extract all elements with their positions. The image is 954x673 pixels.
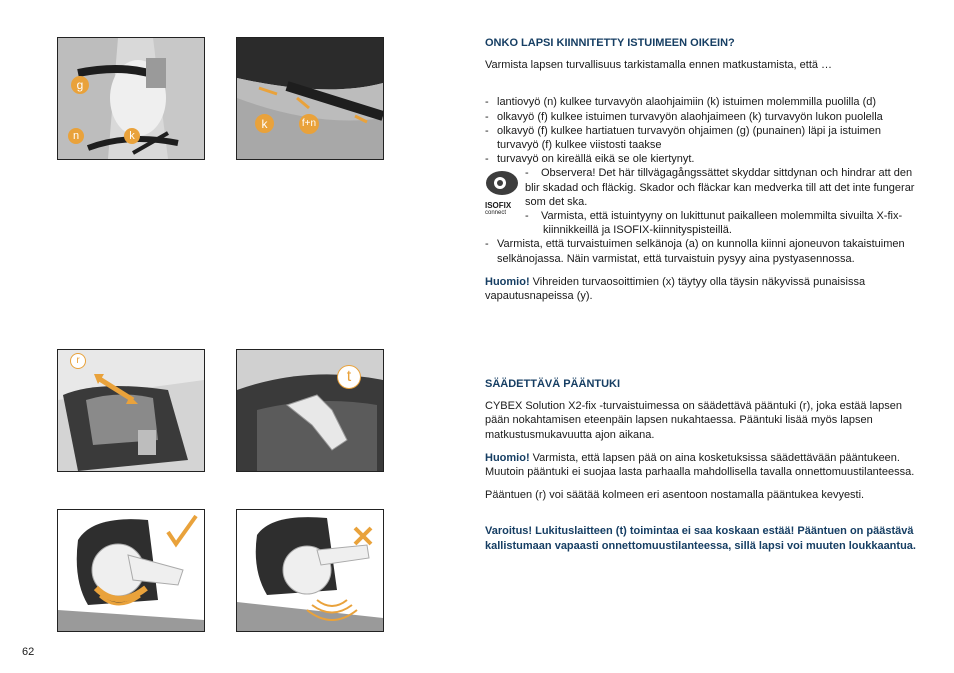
label-k: k — [255, 114, 274, 133]
list-item: - Varmista, että turvaistuimen selkänoja (a) on kunnolla kiinni ajoneuvon takaistuimen selkänojassa. Näin varmistat, että turvaistuin pysyy aina pystyasennossa. — [485, 238, 905, 265]
heading-belt-check: ONKO LAPSI KIINNITETTY ISTUIMEEN OIKEIN? — [485, 37, 735, 49]
section-belt-check — [485, 36, 920, 303]
isofix-icon — [485, 169, 519, 197]
bullet-list — [485, 95, 920, 166]
illustration — [237, 38, 383, 159]
note-label: Huomio! — [485, 451, 530, 464]
figure-belt-routing-side — [236, 37, 384, 160]
illustration — [58, 510, 204, 631]
warning: Varoitus! Lukituslaitteen (t) toimintaa ei saa koskaan estää! Pääntuen on päästävä kallistumaan vapaasti onnettomuustilanteessa, sillä lapsi voi muuten loukkaantua. — [485, 525, 916, 553]
paragraph: Pääntuen (r) voi säätää kolmeen eri asentoon nostamalla pääntukea kevyesti. — [485, 489, 865, 502]
figure-incorrect-position — [236, 509, 384, 632]
illustration — [237, 350, 383, 471]
label-g: g — [71, 76, 89, 94]
heading-headrest: SÄÄDETTÄVÄ PÄÄNTUKI — [485, 378, 621, 390]
page-number: 62 — [22, 646, 35, 658]
isofix-logo-text: ISOFIX — [485, 200, 512, 210]
figure-correct-position — [57, 509, 205, 632]
illustration — [237, 510, 383, 631]
isofix-logo — [485, 169, 519, 216]
list-item: - Varmista, että istuintyyny on lukittunut paikalleen molemmilta sivuilta X-fix-kiinnikkeillä ja ISOFIX-kiinnityspisteillä. — [525, 210, 903, 237]
figure-belt-routing-front — [57, 37, 205, 160]
note-text: Varmista, että lapsen pää on aina kosketuksissa säädettävään pääntukeen. Muutoin pääntuki ei suojaa lasta parhaalla mahdollisella tavalla onnettomuustilanteessa. — [485, 451, 915, 479]
label-k: k — [124, 128, 140, 144]
note-label: Huomio! — [485, 275, 530, 288]
paragraph: CYBEX Solution X2-fix -turvaistuimessa on säädettävä pääntuki (r), joka estää lapsen pään nokahtamisen eteenpäin lapsen nukahtaessa. Pääntuki lisää myös lapsen matkustusmukavuutta ajon aikana. — [485, 400, 902, 441]
list-item: - olkavyö (f) kulkee istuimen turvavyön alaohjaimeen (k) turvavyön lukon puolella — [485, 110, 883, 123]
label-f-n: f+n — [299, 114, 319, 134]
note-text: Vihreiden turvaosoittimien (x) täytyy olla täysin näkyvissä punaisissa vapautusnapeissa (y). — [485, 275, 866, 303]
list-item: - olkavyö (f) kulkee hartiatuen turvavyön ohjaimen (g) (punainen) läpi ja istuimen turvavyö (f) kulkee viistosti taakse — [485, 124, 881, 152]
note — [485, 451, 920, 479]
label-r: r — [70, 353, 86, 369]
figure-lock-device — [236, 349, 384, 472]
section-headrest — [485, 377, 920, 554]
figure-headrest-adjust — [57, 349, 205, 472]
note — [485, 275, 920, 303]
label-n: n — [68, 128, 84, 144]
intro: Varmista lapsen turvallisuus tarkistamalla ennen matkustamista, että … — [485, 59, 833, 72]
list-item: - turvavyö on kireällä eikä se ole kiertynyt. — [485, 153, 695, 166]
list-item: - Observera! Det här tillvägagångssättet skyddar sittdynan och hindrar att den blir skadad och fläckig. Skador och fläckar kan medverka till att det inte fungerar som det ska. — [525, 167, 915, 208]
label-t: t — [337, 365, 361, 389]
isofix-block — [485, 166, 920, 237]
isofix-logo-sub: connect — [485, 209, 507, 216]
list-item: - lantiovyö (n) kulkee turvavyön alaohjaimiin (k) istuimen molemmilla puolilla (d) — [485, 96, 877, 109]
